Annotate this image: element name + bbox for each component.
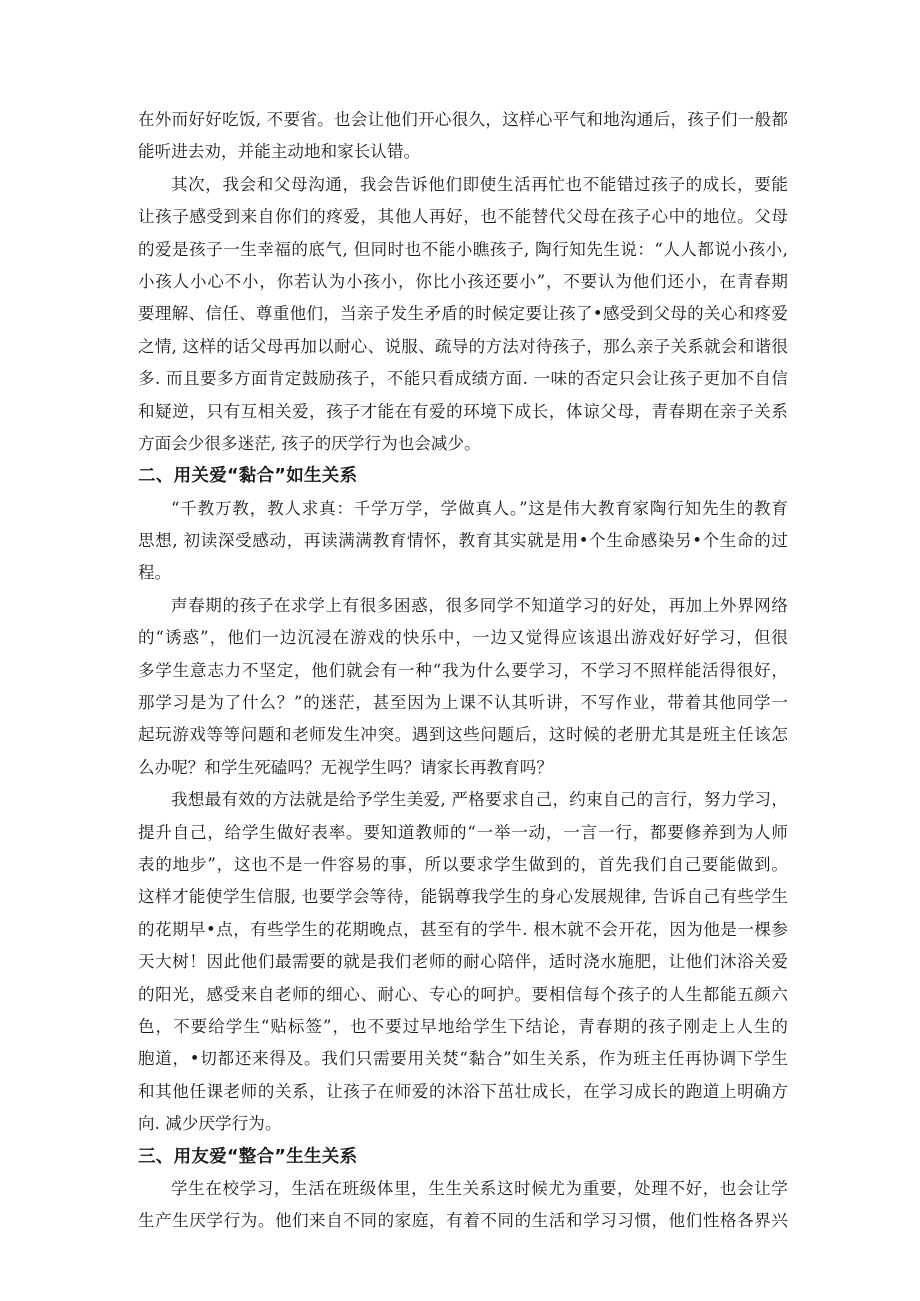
text-line: 这样才能使学生信服, 也要学会等待，能锅尊我学生的身心发展规律, 告诉自己有些学生 — [138, 887, 788, 907]
document-page — [138, 104, 788, 1238]
text-line: 表的地步”，这也不是一件容易的事，所以要求学生做到的，首先我们自己要能做到。 — [138, 854, 788, 874]
text-line: 生产生厌学行为。他们来自不同的家庭，有着不同的生活和学习习惯，他们性格各界兴 — [138, 1211, 788, 1231]
text-line: 在外而好好吃饭, 不要省。也会让他们开心很久，这样心平气和地沟通后，孩子们一般都 — [138, 110, 788, 129]
paragraph — [138, 784, 788, 1140]
text-line: 和疑逆，只有互相关爱，孩子才能在有爱的环境下成长，体谅父母，青春期在亲子关系 — [138, 401, 788, 421]
text-line: 提升自己，给学生做好表率。要知道教师的“一举一动，一言一行，都要修养到为人师 — [138, 822, 788, 842]
text-line: 向. 减少厌学行为。 — [138, 1114, 282, 1134]
text-line: 起玩游戏等等问题和老师发生冲突。遇到这些问题后，这时候的老册尤其是班主任该怎 — [138, 725, 788, 745]
text-line: “千教万教，教人求真：千学万学，学做真人。”这是伟大教育家陶行知先生的教育 — [171, 498, 788, 518]
text-line: 的阳光，感受来自老师的细心、耐心、专心的呵护。要相信每个孩子的人生都能五颜六 — [138, 984, 788, 1004]
paragraph — [138, 104, 788, 169]
text-line: 么办呢？和学生死磕吗？无视学生吗？请家长再教育吗？ — [138, 757, 553, 777]
text-line: 的“诱惑”，他们一边沉浸在游戏的快乐中，一边又觉得应该退出游戏好好学习，但很 — [138, 628, 788, 648]
text-line: 程。 — [138, 563, 172, 583]
text-line: 胞道，•切都还来得及。我们只需要用关焚“黏合”如生关系，作为班主任再协调下学生 — [138, 1049, 788, 1069]
text-line: 的花期早•点，有些学生的花期晚点，甚至有的学牛. 根木就不会开花，因为他是一棵参 — [138, 919, 788, 939]
text-line: 和其他任课老师的关系，让孩子在师爱的沐浴下茁壮成长，在学习成长的跑道上明确方 — [138, 1081, 788, 1101]
text-line: 天大树！因此他们最需要的就是我们老师的耐心陪伴，适时浇水施肥，让他们沐浴关爱 — [138, 952, 788, 972]
paragraph — [138, 169, 788, 461]
text-line: 的爱是孩子一生幸福的底气, 但同时也不能小瞧孩子, 陶行知先生说：“人人都说小孩小, — [138, 239, 788, 259]
paragraph — [138, 1173, 788, 1238]
section-heading: 二、用关爱“黏合”如生关系 — [138, 466, 358, 487]
text-line: 声春期的孩子在求学上有很多困惑，很多同学不知道学习的好处，再加上外界网络 — [171, 595, 788, 615]
text-line: 那学习是为了什么？”的迷茫，甚至因为上课不认其听讲，不写作业，带着其他同学一 — [138, 693, 788, 713]
paragraph — [138, 590, 788, 784]
paragraph — [138, 493, 788, 590]
text-line: 我想最有效的方法就是给予学生美爱, 严格要求自己，约束自己的言行，努力学习， — [171, 790, 788, 810]
text-line: 之情, 这样的话父母再加以耐心、说服、疏导的方法对待孩子，那么亲子关系就会和谐很 — [138, 336, 788, 356]
text-line: 学生在校学习，生活在班级体里，生生关系这时候尤为重要，处理不好，也会让学 — [171, 1178, 788, 1198]
text-line: 其次，我会和父母沟通，我会告诉他们即使生活再忙也不能错过孩子的成长，要能 — [171, 174, 788, 194]
text-line: 方面会少很多迷茫, 孩子的厌学行为也会减少。 — [138, 433, 481, 453]
text-line: 能听进去劝，并能主动地和家长认错。 — [138, 142, 421, 162]
text-line: 思想, 初读深受感动，再读满满教育情怀，教育其实就是用•个生命感染另•个生命的过 — [138, 531, 788, 551]
text-line: 多. 而且要多方面肯定鼓励孩子，不能只看成绩方面. 一味的否定只会让孩子更加不自信 — [138, 369, 788, 389]
text-line: 色，不要给学生“贴标签”，也不要过早地给学生下结论，青春期的孩子刚走上人生的 — [138, 1016, 788, 1036]
text-line: 小孩人小心不小，你若认为小孩小，你比小孩还要小”，不要认为他们还小，在青春期 — [138, 271, 788, 291]
text-line: 多学生意志力不坚定，他们就会有一种“我为什么要学习，不学习不照样能活得很好， — [138, 660, 788, 680]
text-line: 让孩子感受到来自你们的疼爱，其他人再好，也不能替代父母在孩子心中的地位。父母 — [138, 207, 788, 227]
text-line: 要理解、信任、尊重他们，当亲子发生矛盾的时候定要让孩了•感受到父母的关心和疼爱 — [138, 304, 788, 324]
section-heading: 三、用友爱“整合”生生关系 — [138, 1146, 358, 1167]
